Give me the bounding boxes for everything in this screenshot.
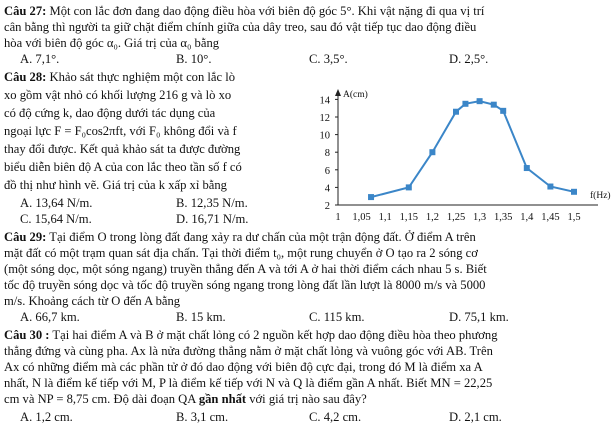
q29-option-b: B. 15 km. <box>176 310 226 324</box>
q30-line-1 <box>4 328 609 343</box>
q30-text-1: Tại hai điểm A và B ở mặt chất lỏng có 2 nguồn kết hợp dao động điều hòa theo phương <box>52 328 498 342</box>
q28-label: Câu 28: <box>4 70 47 84</box>
q28-option-a: A. 13,64 N/m. <box>20 196 93 210</box>
q29-label: Câu 29: <box>4 230 47 244</box>
q29-line-4: tốc độ truyền sóng dọc và tốc độ truyền sóng ngang trong lòng đất lần lượt là 8000 m/s và 5000 <box>4 278 486 292</box>
y-tick-label: 12 <box>319 113 330 124</box>
data-point <box>453 109 459 115</box>
data-point <box>571 189 577 195</box>
x-tick-label: 1,25 <box>446 212 466 223</box>
data-point <box>477 98 483 104</box>
q27-option-d: D. 2,5°. <box>449 52 489 66</box>
q28-line-7: đồ thị như hình vẽ. Giá trị của k xấp xỉ bằng <box>4 178 227 192</box>
q30-option-a: A. 1,2 cm. <box>20 410 73 424</box>
resonance-chart <box>312 87 612 227</box>
data-point <box>500 108 506 114</box>
y-axis-arrow-icon <box>335 89 341 96</box>
y-tick-label: 2 <box>324 201 330 212</box>
q28-line-4: ngoại lực F = F₀cos2πft, với F₀ không đổi và f <box>4 124 237 138</box>
x-tick-label: 1 <box>335 212 341 223</box>
q30-emphasis: gần nhất <box>198 392 247 406</box>
x-tick-label: 1,45 <box>541 212 560 223</box>
y-tick-label: 8 <box>324 148 330 160</box>
x-axis-label: f(Hz) <box>590 191 611 201</box>
y-tick-label: 14 <box>319 95 330 107</box>
q29-line-2: mặt đất có một trạm quan sát địa chấn. Tại thời điểm t₀, một rung chuyển ở O tạo ra 2 sóng cơ <box>4 246 478 260</box>
q28-line-1 <box>4 70 609 85</box>
data-point <box>429 149 435 155</box>
y-axis-label: A(cm) <box>343 90 368 100</box>
q30-option-b: B. 3,1 cm. <box>176 410 229 424</box>
q29-line-3: (một sóng dọc, một sóng ngang) truyền thẳng đến A và tới A ở hai thời điểm cách nhau 5 s. Biết <box>4 262 487 276</box>
q27-option-b: B. 10°. <box>176 52 212 66</box>
q28-text-1: Khảo sát thực nghiệm một con lắc lò <box>49 70 236 84</box>
q29-option-d: D. 75,1 km. <box>449 310 509 324</box>
y-tick-label: 10 <box>319 130 330 142</box>
x-tick-label: 1,1 <box>378 212 392 223</box>
y-tick-label: 4 <box>324 183 330 195</box>
x-tick-label: 1,3 <box>473 212 487 223</box>
q28-option-d: D. 16,71 N/m. <box>176 212 249 226</box>
q28-line-2: xo gồm vật nhỏ có khối lượng 216 g và lò xo <box>4 88 232 102</box>
q27-label: Câu 27: <box>4 4 47 18</box>
q28-line-5: thay đổi được. Kết quả khảo sát ta được đường <box>4 142 241 156</box>
data-point <box>462 101 468 107</box>
q28-option-c: C. 15,64 N/m. <box>20 212 92 226</box>
q28-line-6: biểu diễn biên độ A của con lắc theo tần số f có <box>4 160 242 174</box>
q30-option-d: D. 2,1 cm. <box>449 410 502 424</box>
q30-text-5a: cm và NP = 8,75 cm. Độ dài đoạn QA <box>4 392 199 406</box>
q30-line-5 <box>4 392 609 407</box>
y-tick-label: 6 <box>324 165 330 177</box>
q28-line-3: có độ cứng k, dao động dưới tác dụng của <box>4 106 216 120</box>
data-point <box>491 102 497 108</box>
q27-line-1 <box>4 4 609 19</box>
q29-option-a: A. 66,7 km. <box>20 310 80 324</box>
series-line <box>371 101 574 197</box>
x-tick-label: 1,5 <box>567 212 581 223</box>
q30-label: Câu 30 : <box>4 328 50 342</box>
q30-line-2: thẳng đứng và cùng pha. Ax là nửa đường thẳng nằm ở mặt chất lỏng và vuông góc với AB. Trên <box>4 344 493 358</box>
q29-text-1: Tại điểm O trong lòng đất đang xảy ra dư chấn của một trận động đất. Ở điểm A trên <box>49 230 476 244</box>
x-tick-label: 1,15 <box>399 212 418 223</box>
q29-line-5: m/s. Khoảng cách từ O đến A bằng <box>4 294 181 308</box>
q29-line-1 <box>4 230 609 245</box>
q27-option-a: A. 7,1°. <box>20 52 60 66</box>
q30-line-3: Ax có những điểm mà các phần tử ở đó dao động với biên độ cực đại, trong đó M là điểm xa A <box>4 360 483 374</box>
q30-option-c: C. 4,2 cm. <box>309 410 362 424</box>
data-point <box>524 165 530 171</box>
data-point <box>406 184 412 190</box>
q27-line-2: cân bằng thì người ta giữ chặt điểm chính giữa của dây treo, sau đó vật tiếp tục dao động điều <box>4 20 477 34</box>
data-point <box>547 184 553 190</box>
x-tick-label: 1,2 <box>425 212 439 223</box>
q28-option-b: B. 12,35 N/m. <box>176 196 248 210</box>
data-point <box>368 194 374 200</box>
q29-option-c: C. 115 km. <box>309 310 365 324</box>
x-tick-label: 1,05 <box>352 212 371 223</box>
q30-line-4: nhất, N là điểm kế tiếp với M, P là điểm kế tiếp với N và Q là điểm gần A nhất. Biết MN = 22,25 <box>4 376 493 390</box>
q27-line-3: hòa với biên độ góc α₀. Giá trị của α₀ bằng <box>4 36 220 50</box>
q27-option-c: C. 3,5°. <box>309 52 348 66</box>
x-tick-label: 1,35 <box>494 212 513 223</box>
x-tick-label: 1,4 <box>520 212 534 223</box>
q30-text-5c: với giá trị nào sau đây? <box>246 392 367 406</box>
q27-text-1: Một con lắc đơn đang dao động điều hòa với biên độ góc 5°. Khi vật nặng đi qua vị trí <box>49 4 485 18</box>
